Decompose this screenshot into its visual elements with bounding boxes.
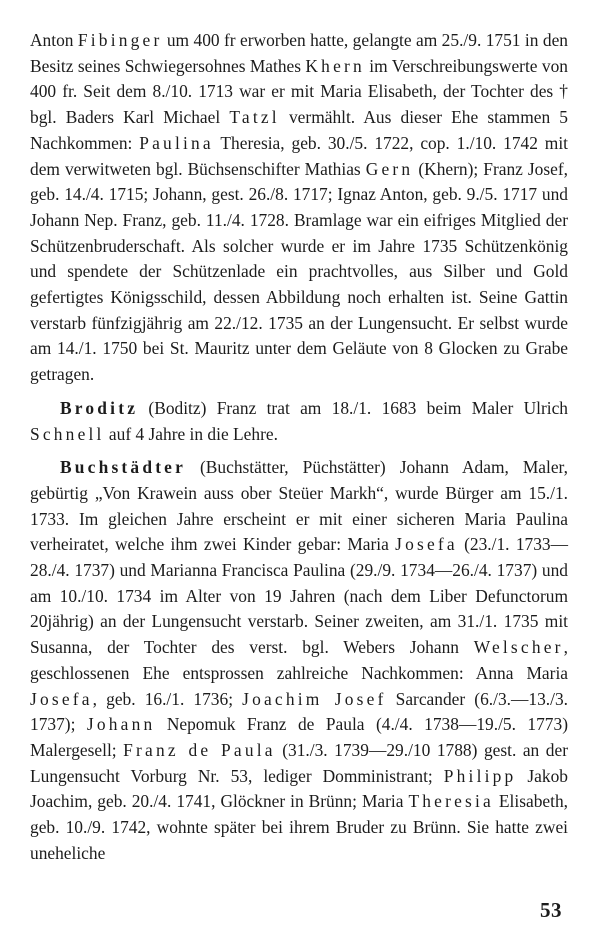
- text-run: (Boditz) Franz trat am 18./1. 1683 beim Maler Ulrich: [138, 397, 568, 418]
- text-run: um 400 fr erworben hatte, gelangte am 25./9. 1751 in den Besitz seines Schwiegersohnes Mathes: [30, 30, 568, 76]
- text-run: Theresia, geb. 30./5. 1722, cop. 1./10. 1742 mit dem verwitweten bgl. Büchsenschifter Mathias: [30, 132, 569, 179]
- spaced-name: Johann: [86, 714, 156, 735]
- spaced-name: Josefa: [30, 688, 93, 709]
- text-run: auf 4 Jahre in die Lehre.: [104, 423, 278, 444]
- text-run: Jakob Joachim, geb. 20./4. 1741, Glöckner in Brünn; Maria: [30, 765, 568, 812]
- page-number: 53: [540, 898, 562, 922]
- spaced-name: Schnell: [30, 423, 105, 444]
- spaced-name: Paulina: [139, 132, 214, 153]
- text-run: im Verschreibungswerte von 400 fr. Seit dem 8./10. 1713 war er mit Maria Elisabeth, der Tochter des † bgl. Baders Karl Michael: [30, 55, 568, 128]
- spaced-name: Khern: [305, 55, 365, 76]
- spaced-name: Philipp: [443, 765, 517, 786]
- paragraph-buchstaedter: [30, 455, 568, 866]
- text-run: , geschlossenen Ehe entsprossen zahlreiche Nachkommen: Anna Maria: [30, 637, 568, 683]
- spaced-name: Joachim Josef: [242, 688, 387, 709]
- text-run: (23./1. 1733—28./4. 1737) und Marianna Francisca Paulina (29./9. 1734—26./4. 1737) und am 10./10. 1734 im Alter von 19 Jahren (nach dem Liber Defunctorum 20jährig) an der Lungensucht verstarb. Seiner zweiten, am 31./1. 1735 mit Susanna, der Tochter des verst. bgl. Webers Johann: [30, 534, 568, 658]
- paragraph-fibinger-khern: [30, 28, 568, 388]
- text-run: (Buchstätter, Püchstätter) Johann Adam, Maler, gebürtig „Von Krawein auss ober Steüer Markh“, wurde Bürger am 15./1. 1733. Im gleichen Jahre erscheint er mit einer sicheren Maria Paulina verheiratet, welche ihm zwei Kinder gebar: Maria: [30, 457, 568, 555]
- spaced-name: Theresia: [408, 791, 494, 812]
- entry-heading: Buchstädter: [60, 457, 187, 478]
- text-run: Sarcander (6./3.—13./3. 1737);: [30, 688, 568, 735]
- spaced-name: Fibinger: [77, 30, 163, 50]
- spaced-name: Welscher: [473, 637, 564, 658]
- text-run: Nepomuk Franz de Paula (4./4. 1738—19./5. 1773) Malergesell;: [30, 714, 568, 760]
- text-run: , geb. 16./1. 1736;: [92, 688, 243, 709]
- spaced-name: Franz de Paula: [123, 739, 276, 760]
- text-run: (Khern); Franz Josef, geb. 14./4. 1715; Johann, gest. 26./8. 1717; Ignaz Anton, geb. 9./5. 1717 und Johann Nep. Franz, geb. 11./4. 1728. Bramlage war ein eifriges Mitglied der Schützenbruderschaft. Als solcher wurde er im Jahre 1735 Schützenkönig und spendete der Schützenlade ein prachtvolles, aus Silber und Gold gefertigtes Königsschild, dessen Abbildung noch erhalten ist. Seine Gattin verstarb fünfzigjährig am 22./12. 1735 an der Lungensucht. Er selbst wurde am 14./1. 1750 bei St. Mauritz unter dem Geläute von 8 Glocken zu Grabe getragen.: [30, 158, 568, 385]
- spaced-name: Gern: [365, 158, 414, 179]
- spaced-name: Tatzl: [229, 107, 280, 128]
- text-run: Anton: [30, 30, 78, 50]
- spaced-name: Josefa: [395, 534, 458, 555]
- text-run: (31./3. 1739—29./10 1788) gest. an der Lungensucht Vorburg Nr. 53, lediger Domministrant;: [30, 739, 568, 786]
- text-run: Elisabeth, geb. 10./9. 1742, wohnte später bei ihrem Bruder zu Brünn. Sie hatte zwei uneheliche: [30, 791, 568, 863]
- text-run: vermählt. Aus dieser Ehe stammen 5 Nachkommen:: [30, 107, 568, 153]
- paragraph-broditz: [30, 396, 568, 447]
- entry-heading: Broditz: [60, 397, 139, 418]
- page-body: [30, 28, 568, 867]
